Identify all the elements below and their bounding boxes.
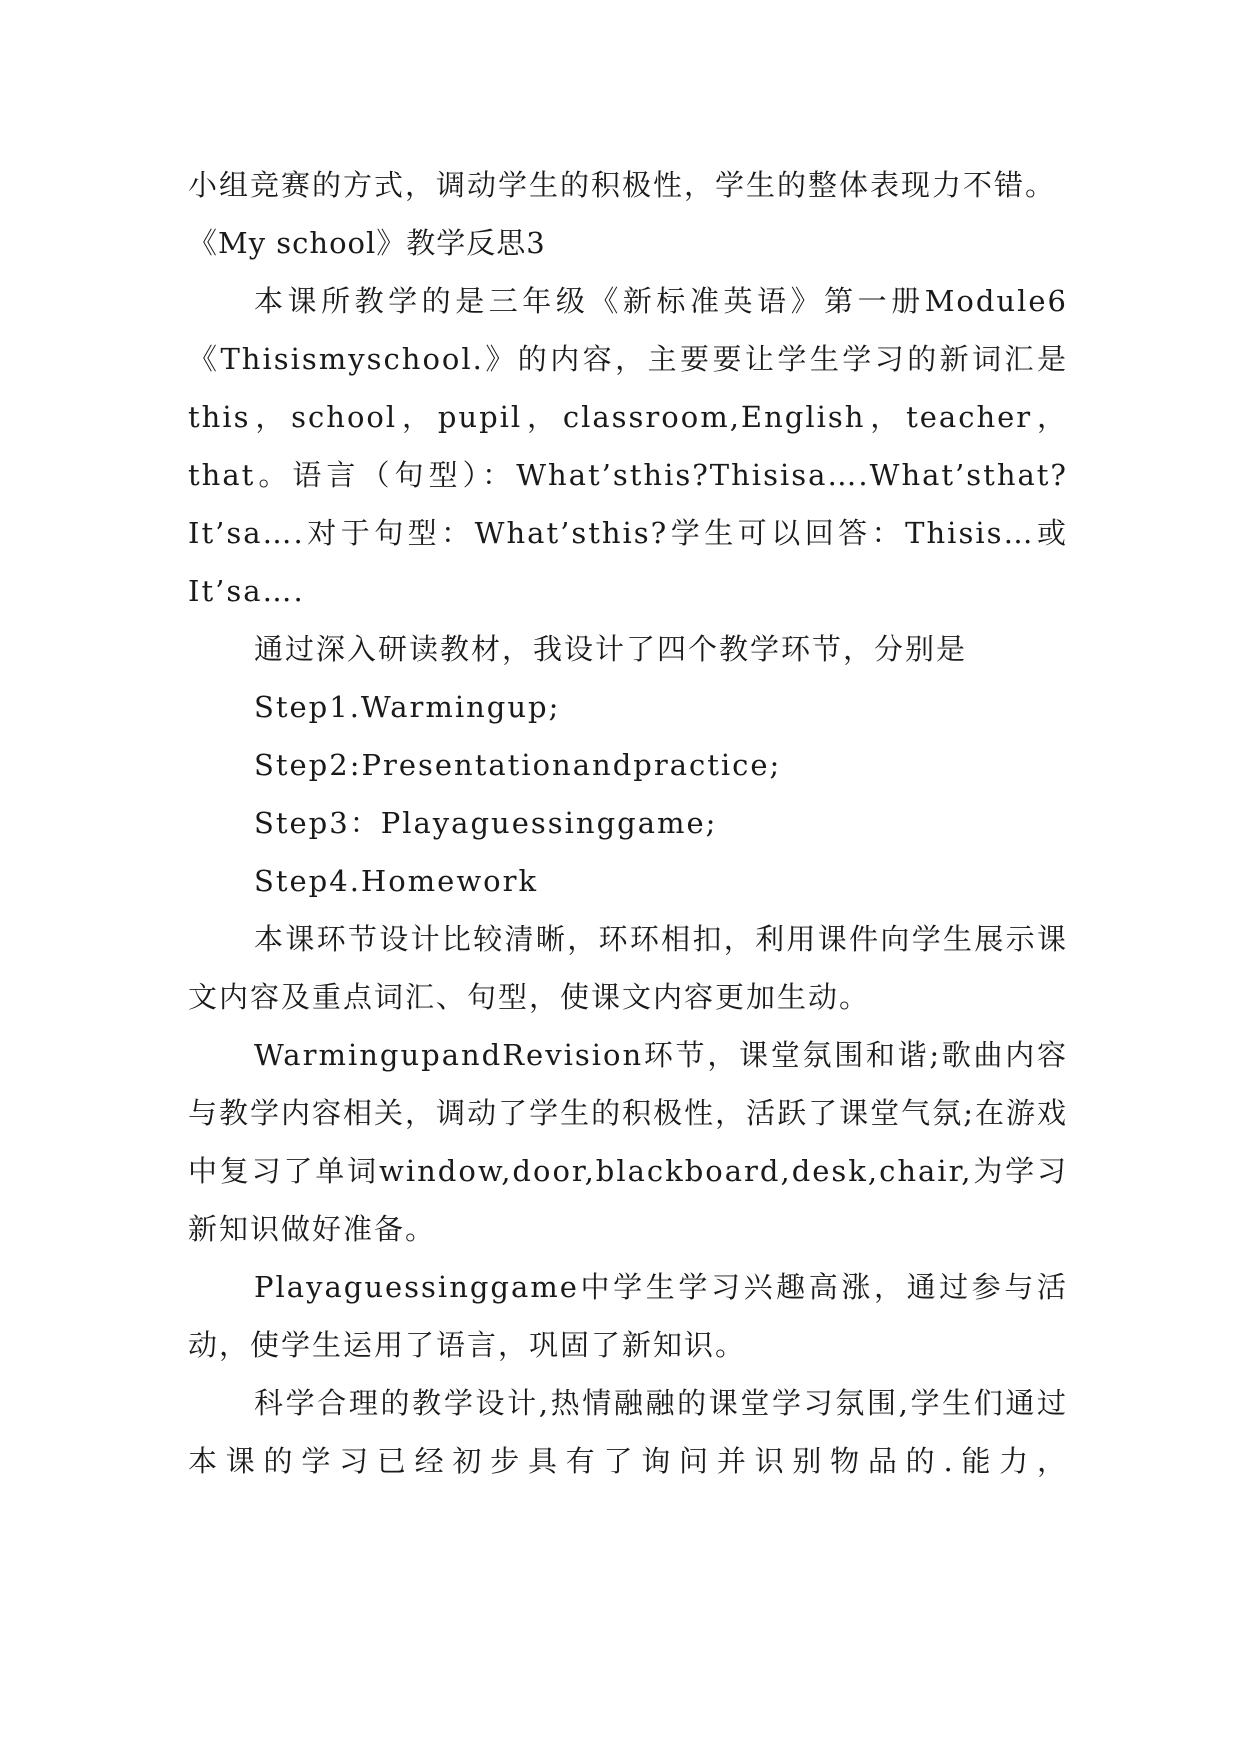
step-1: Step1.Warmingup; (254, 690, 561, 724)
paragraph-continuation: 小组竞赛的方式，调动学生的积极性，学生的整体表现力不错。 (188, 168, 1057, 202)
paragraph-conclusion: 科学合理的教学设计,热情融融的课堂学习氛围,学生们通过本课的学习已经初步具有了询问并识别物品的.能力， (188, 1386, 1068, 1478)
step-3: Step3：Playaguessinggame; (254, 806, 718, 840)
step-2: Step2:Presentationandpractice; (254, 748, 782, 782)
paragraph-warmup: WarmingupandRevision环节，课堂氛围和谐;歌曲内容与教学内容相关，调动了学生的积极性，活跃了课堂气氛;在游戏中复习了单词window,door,blackboard,desk,chair,为学习新知识做好准备。 (188, 1038, 1068, 1246)
document-body (188, 156, 1068, 1490)
paragraph-game: Playaguessinggame中学生学习兴趣高涨，通过参与活动，使学生运用了语言，巩固了新知识。 (188, 1270, 1068, 1362)
paragraph-steps-intro: 通过深入研读教材，我设计了四个教学环节，分别是 (254, 632, 968, 666)
section-title: 《My school》教学反思3 (188, 226, 546, 260)
paragraph-design: 本课环节设计比较清晰，环环相扣，利用课件向学生展示课文内容及重点词汇、句型，使课文内容更加生动。 (188, 922, 1068, 1014)
paragraph-lesson-content: 本课所教学的是三年级《新标准英语》第一册Module6《Thisismyschool.》的内容，主要要让学生学习的新词汇是this，school，pupil，classroom,English，teacher，that。语言（句型）：What’sthis?Thisisa….What’sthat? It’sa….对于句型：What’sthis?学生可以回答：Thisis…或It’sa…. (188, 284, 1068, 608)
step-4: Step4.Homework (254, 864, 539, 898)
